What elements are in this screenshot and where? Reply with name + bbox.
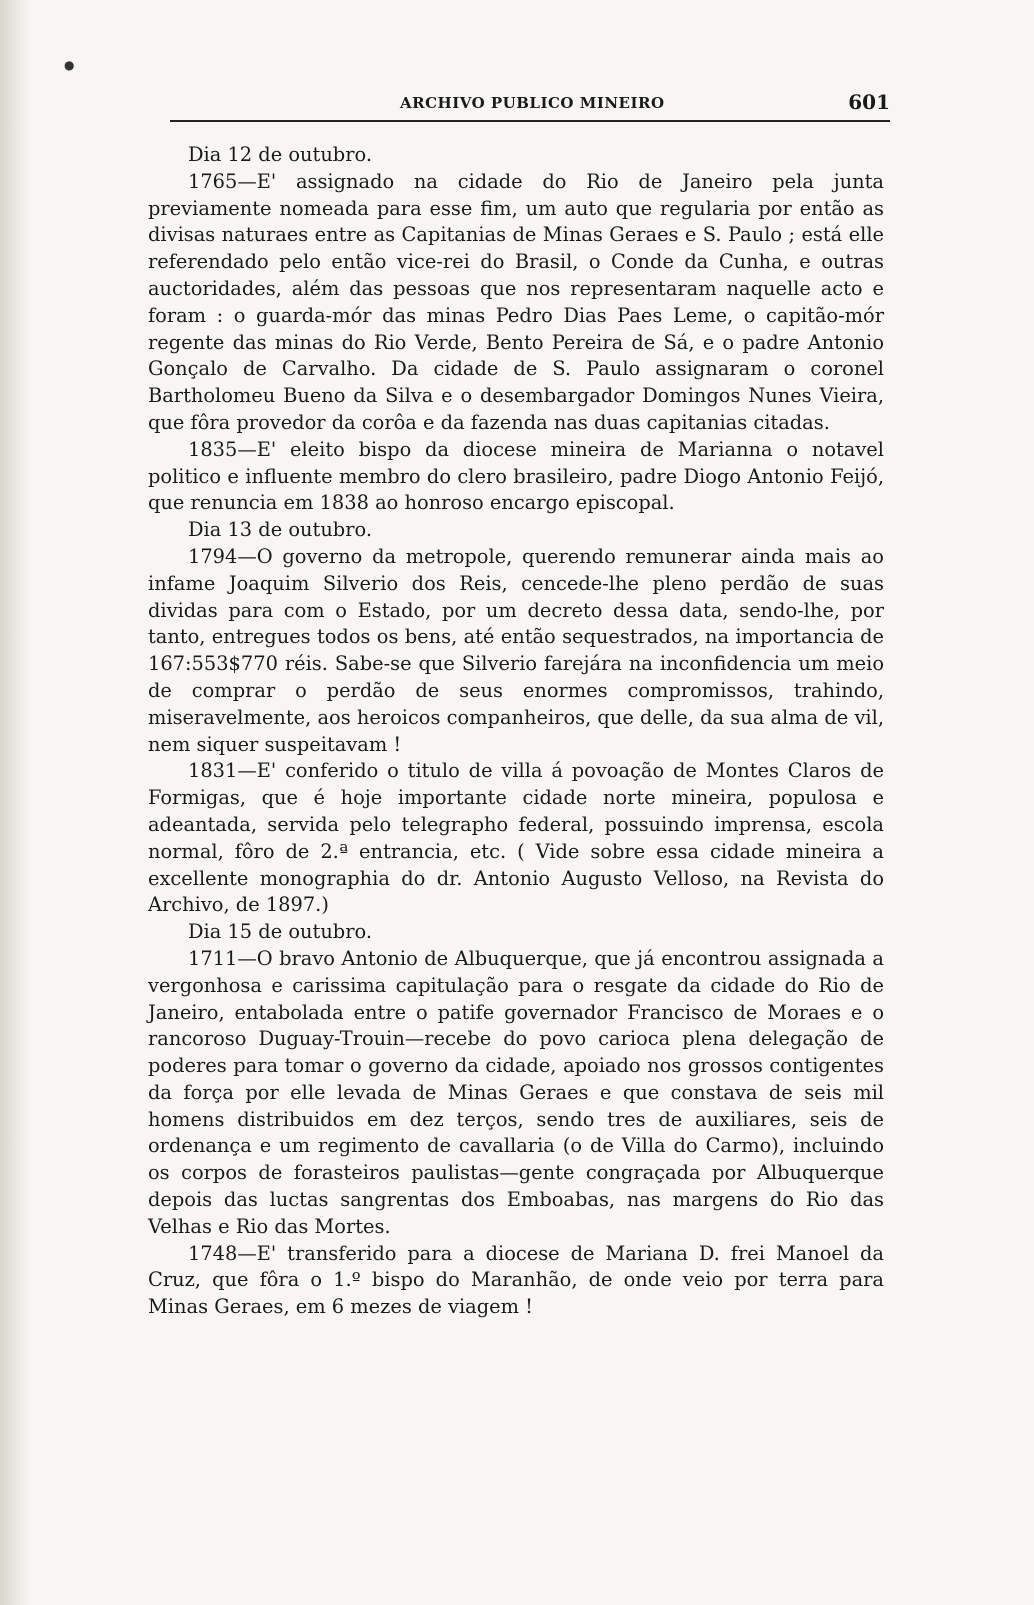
page-header (170, 92, 890, 122)
paragraph: 1831—E' conferido o titulo de villa á povoação de Montes Claros de Formigas, que é hoje importante cidade norte mineira, populosa e adeantada, servida pelo telegrapho federal, possuindo imprensa, escola normal, fôro de 2.ª entrancia, etc. ( Vide sobre essa cidade mineira a excellente monographia do dr. Antonio Augusto Velloso, na Revista do Archivo, de 1897.) (148, 759, 884, 917)
header-rule (170, 120, 890, 122)
running-title: ARCHIVO PUBLICO MINEIRO (400, 94, 665, 112)
date-heading: Dia 12 de outubro. (188, 143, 372, 166)
page-number: 601 (848, 90, 890, 114)
date-heading: Dia 13 de outubro. (188, 518, 372, 542)
paragraph: 1711—O bravo Antonio de Albuquerque, que já encontrou assignada a vergonhosa e carissima capitulação para o resgate da cidade do Rio de Janeiro, entabolada entre o patife governador Francisco de Moraes e o rancoroso Duguay-Trouin—recebe do povo carioca plena delegação de poderes para tomar o governo da cidade, apoiado nos grossos contigentes da força por elle levada de Minas Geraes e que constava de seis mil homens distribuidos em dez terços, sendo tres de auxiliares, seis de ordenança e um regimento de cavallaria (o de Villa do Carmo), incluindo os corpos de forasteiros paulistas—gente congraçada por Albuquerque depois das luctas sangrentas dos Emboabas, nas margens do Rio das Velhas e Rio das Mortes. (148, 946, 884, 1238)
margin-speck: ● (64, 58, 75, 72)
date-heading: Dia 15 de outubro. (188, 920, 372, 944)
page-body (148, 142, 884, 1321)
paragraph: 1748—E' transferido para a diocese de Mariana D. frei Manoel da Cruz, que fôra o 1.º bispo do Maranhão, de onde veio por terra para Minas Geraes, em 6 mezes de viagem ! (148, 1241, 884, 1319)
paragraph: 1794—O governo da metropole, querendo remunerar ainda mais ao infame Joaquim Silverio dos Reis, cencede-lhe pleno perdão de suas dividas para com o Estado, por um decreto dessa data, sendo-lhe, por tanto, entregues todos os bens, até então sequestrados, na importancia de 167:553$770 réis. Sabe-se que Silverio farejára na inconfidencia um meio de comprar o perdão de seus enormes compromissos, trahindo, miseravelmente, aos heroicos companheiros, que delle, da sua alma de vil, nem siquer suspeitavam ! (148, 544, 884, 756)
paragraph: 1765—E' assignado na cidade do Rio de Janeiro pela junta previamente nomeada para esse fim, um auto que regularia por então as divisas naturaes entre as Capitanias de Minas Geraes e S. Paulo ; está elle referendado pelo então vice-rei do Brasil, o Conde da Cunha, e outras auctoridades, além das pessoas que nos representaram naquelle acto e foram : o guarda-mór das minas Pedro Dias Paes Leme, o capitão-mór regente das minas do Rio Verde, Bento Pereira de Sá, e o padre Antonio Gonçalo de Carvalho. Da cidade de S. Paulo assignaram o coronel Bartholomeu Bueno da Silva e o desembargador Domingos Nunes Vieira, que fôra provedor da corôa e da fazenda nas duas capitanias citadas. (148, 169, 884, 434)
paragraph: 1835—E' eleito bispo da diocese mineira de Marianna o notavel politico e influente membro do clero brasileiro, padre Diogo Antonio Feijó, que renuncia em 1838 ao honroso encargo episcopal. (148, 437, 884, 515)
page-binding-edge (0, 0, 30, 1605)
